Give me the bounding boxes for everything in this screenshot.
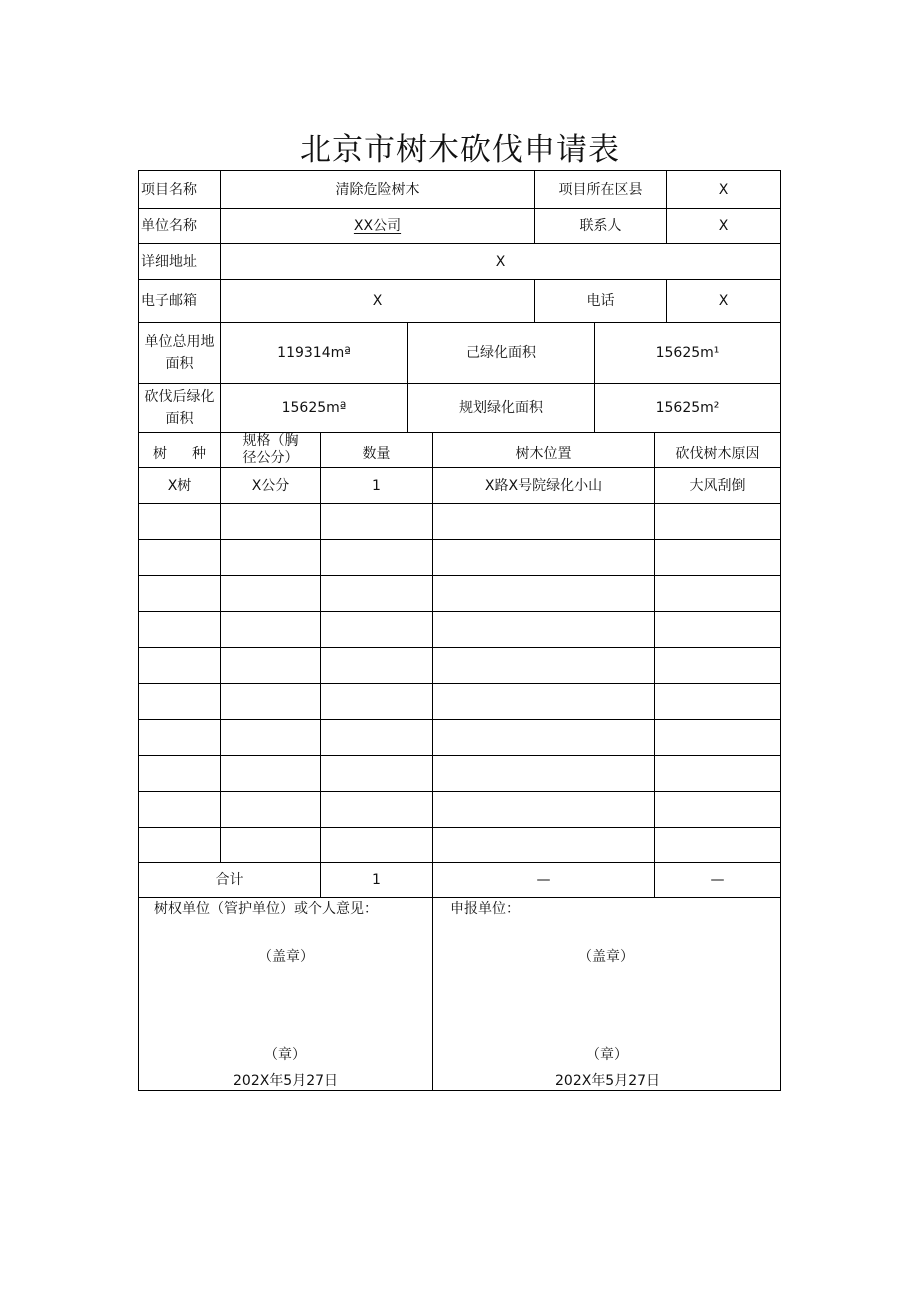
total-label: 合计 <box>138 862 320 897</box>
after-cut-area-label: 砍伐后绿化面积 <box>138 383 220 432</box>
address-label: 详细地址 <box>138 243 220 279</box>
spec-header: 规格（胸径公分） <box>220 432 320 467</box>
empty-table-cell <box>654 611 780 647</box>
empty-table-cell <box>654 719 780 755</box>
empty-table-cell <box>138 611 220 647</box>
after-cut-area-value: 15625mª <box>220 383 407 432</box>
tree-reason-cell: 大风刮倒 <box>654 467 780 503</box>
reason-header: 砍伐树木原因 <box>654 432 780 467</box>
species-header-char-2: 种 <box>192 446 206 462</box>
empty-table-cell <box>138 647 220 683</box>
email-value: X <box>220 279 534 322</box>
applicant-date: 202X年5月27日 <box>555 1073 661 1089</box>
empty-table-cell <box>220 683 320 719</box>
empty-table-cell <box>654 827 780 862</box>
empty-table-cell <box>320 719 432 755</box>
table-bottom-border <box>138 1090 781 1091</box>
empty-table-cell <box>138 683 220 719</box>
empty-table-cell <box>138 755 220 791</box>
total-location: — <box>432 862 654 897</box>
empty-table-cell <box>432 575 654 611</box>
unit-name-label: 单位名称 <box>138 208 220 243</box>
empty-table-cell <box>320 611 432 647</box>
empty-table-cell <box>220 719 320 755</box>
empty-table-cell <box>654 755 780 791</box>
species-header <box>138 432 220 467</box>
empty-table-cell <box>220 611 320 647</box>
applicant-label: 申报单位： <box>450 901 520 917</box>
qty-header: 数量 <box>320 432 432 467</box>
address-value: X <box>220 243 780 279</box>
empty-table-cell <box>654 683 780 719</box>
tree-spec-cell: X公分 <box>220 467 320 503</box>
greened-area-label: 己绿化面积 <box>407 322 594 383</box>
planned-area-value: 15625m² <box>594 383 780 432</box>
empty-table-cell <box>138 791 220 827</box>
greened-area-value: 15625m¹ <box>594 322 780 383</box>
empty-table-cell <box>220 539 320 575</box>
empty-table-cell <box>432 503 654 539</box>
empty-table-cell <box>654 647 780 683</box>
project-district-label: 项目所在区县 <box>534 170 666 208</box>
contact-label: 联系人 <box>534 208 666 243</box>
empty-table-cell <box>320 575 432 611</box>
empty-table-cell <box>220 827 320 862</box>
empty-table-cell <box>432 611 654 647</box>
total-area-value: 119314mª <box>220 322 407 383</box>
empty-table-cell <box>654 503 780 539</box>
empty-table-cell <box>220 791 320 827</box>
empty-table-cell <box>432 755 654 791</box>
unit-name-value: XX公司 <box>353 218 402 234</box>
location-header: 树木位置 <box>432 432 654 467</box>
project-district-value: X <box>666 170 780 208</box>
empty-table-cell <box>432 827 654 862</box>
empty-table-cell <box>432 647 654 683</box>
empty-table-cell <box>432 539 654 575</box>
planned-area-label: 规划绿化面积 <box>407 383 594 432</box>
empty-table-cell <box>654 575 780 611</box>
empty-table-cell <box>320 683 432 719</box>
empty-table-cell <box>320 755 432 791</box>
empty-table-cell <box>654 539 780 575</box>
owner-date: 202X年5月27日 <box>233 1073 339 1089</box>
empty-table-cell <box>654 791 780 827</box>
empty-table-cell <box>138 575 220 611</box>
tree-qty-cell: 1 <box>320 467 432 503</box>
empty-table-cell <box>138 719 220 755</box>
total-qty: 1 <box>320 862 432 897</box>
empty-table-cell <box>320 827 432 862</box>
species-header-char-1: 树 <box>153 446 167 462</box>
empty-table-cell <box>320 647 432 683</box>
owner-opinion-label: 树权单位（管护单位）或个人意见： <box>154 901 378 917</box>
project-name-label: 项目名称 <box>138 170 220 208</box>
applicant-stamp-text: （章） <box>586 1047 628 1063</box>
total-reason: — <box>654 862 780 897</box>
empty-table-cell <box>432 719 654 755</box>
contact-value: X <box>666 208 780 243</box>
applicant-seal-text: （盖章） <box>578 949 634 965</box>
empty-table-cell <box>138 827 220 862</box>
empty-table-cell <box>220 647 320 683</box>
empty-table-cell <box>138 503 220 539</box>
empty-table-cell <box>432 683 654 719</box>
empty-table-cell <box>320 539 432 575</box>
email-label: 电子邮箱 <box>138 279 220 322</box>
empty-table-cell <box>320 503 432 539</box>
tree-species-cell: X树 <box>138 467 220 503</box>
owner-stamp-text: （章） <box>264 1047 306 1063</box>
phone-label: 电话 <box>534 279 666 322</box>
phone-value: X <box>666 279 780 322</box>
empty-table-cell <box>220 575 320 611</box>
page-title: 北京市树木砍伐申请表 <box>300 132 620 168</box>
owner-seal-text: （盖章） <box>258 949 314 965</box>
tree-location-cell: X路X号院绿化小山 <box>432 467 654 503</box>
empty-table-cell <box>220 755 320 791</box>
total-area-label: 单位总用地面积 <box>138 322 220 383</box>
empty-table-cell <box>432 791 654 827</box>
project-name-value: 清除危险树木 <box>220 170 534 208</box>
table-right-border <box>780 170 781 1091</box>
empty-table-cell <box>320 791 432 827</box>
empty-table-cell <box>138 539 220 575</box>
empty-table-cell <box>220 503 320 539</box>
